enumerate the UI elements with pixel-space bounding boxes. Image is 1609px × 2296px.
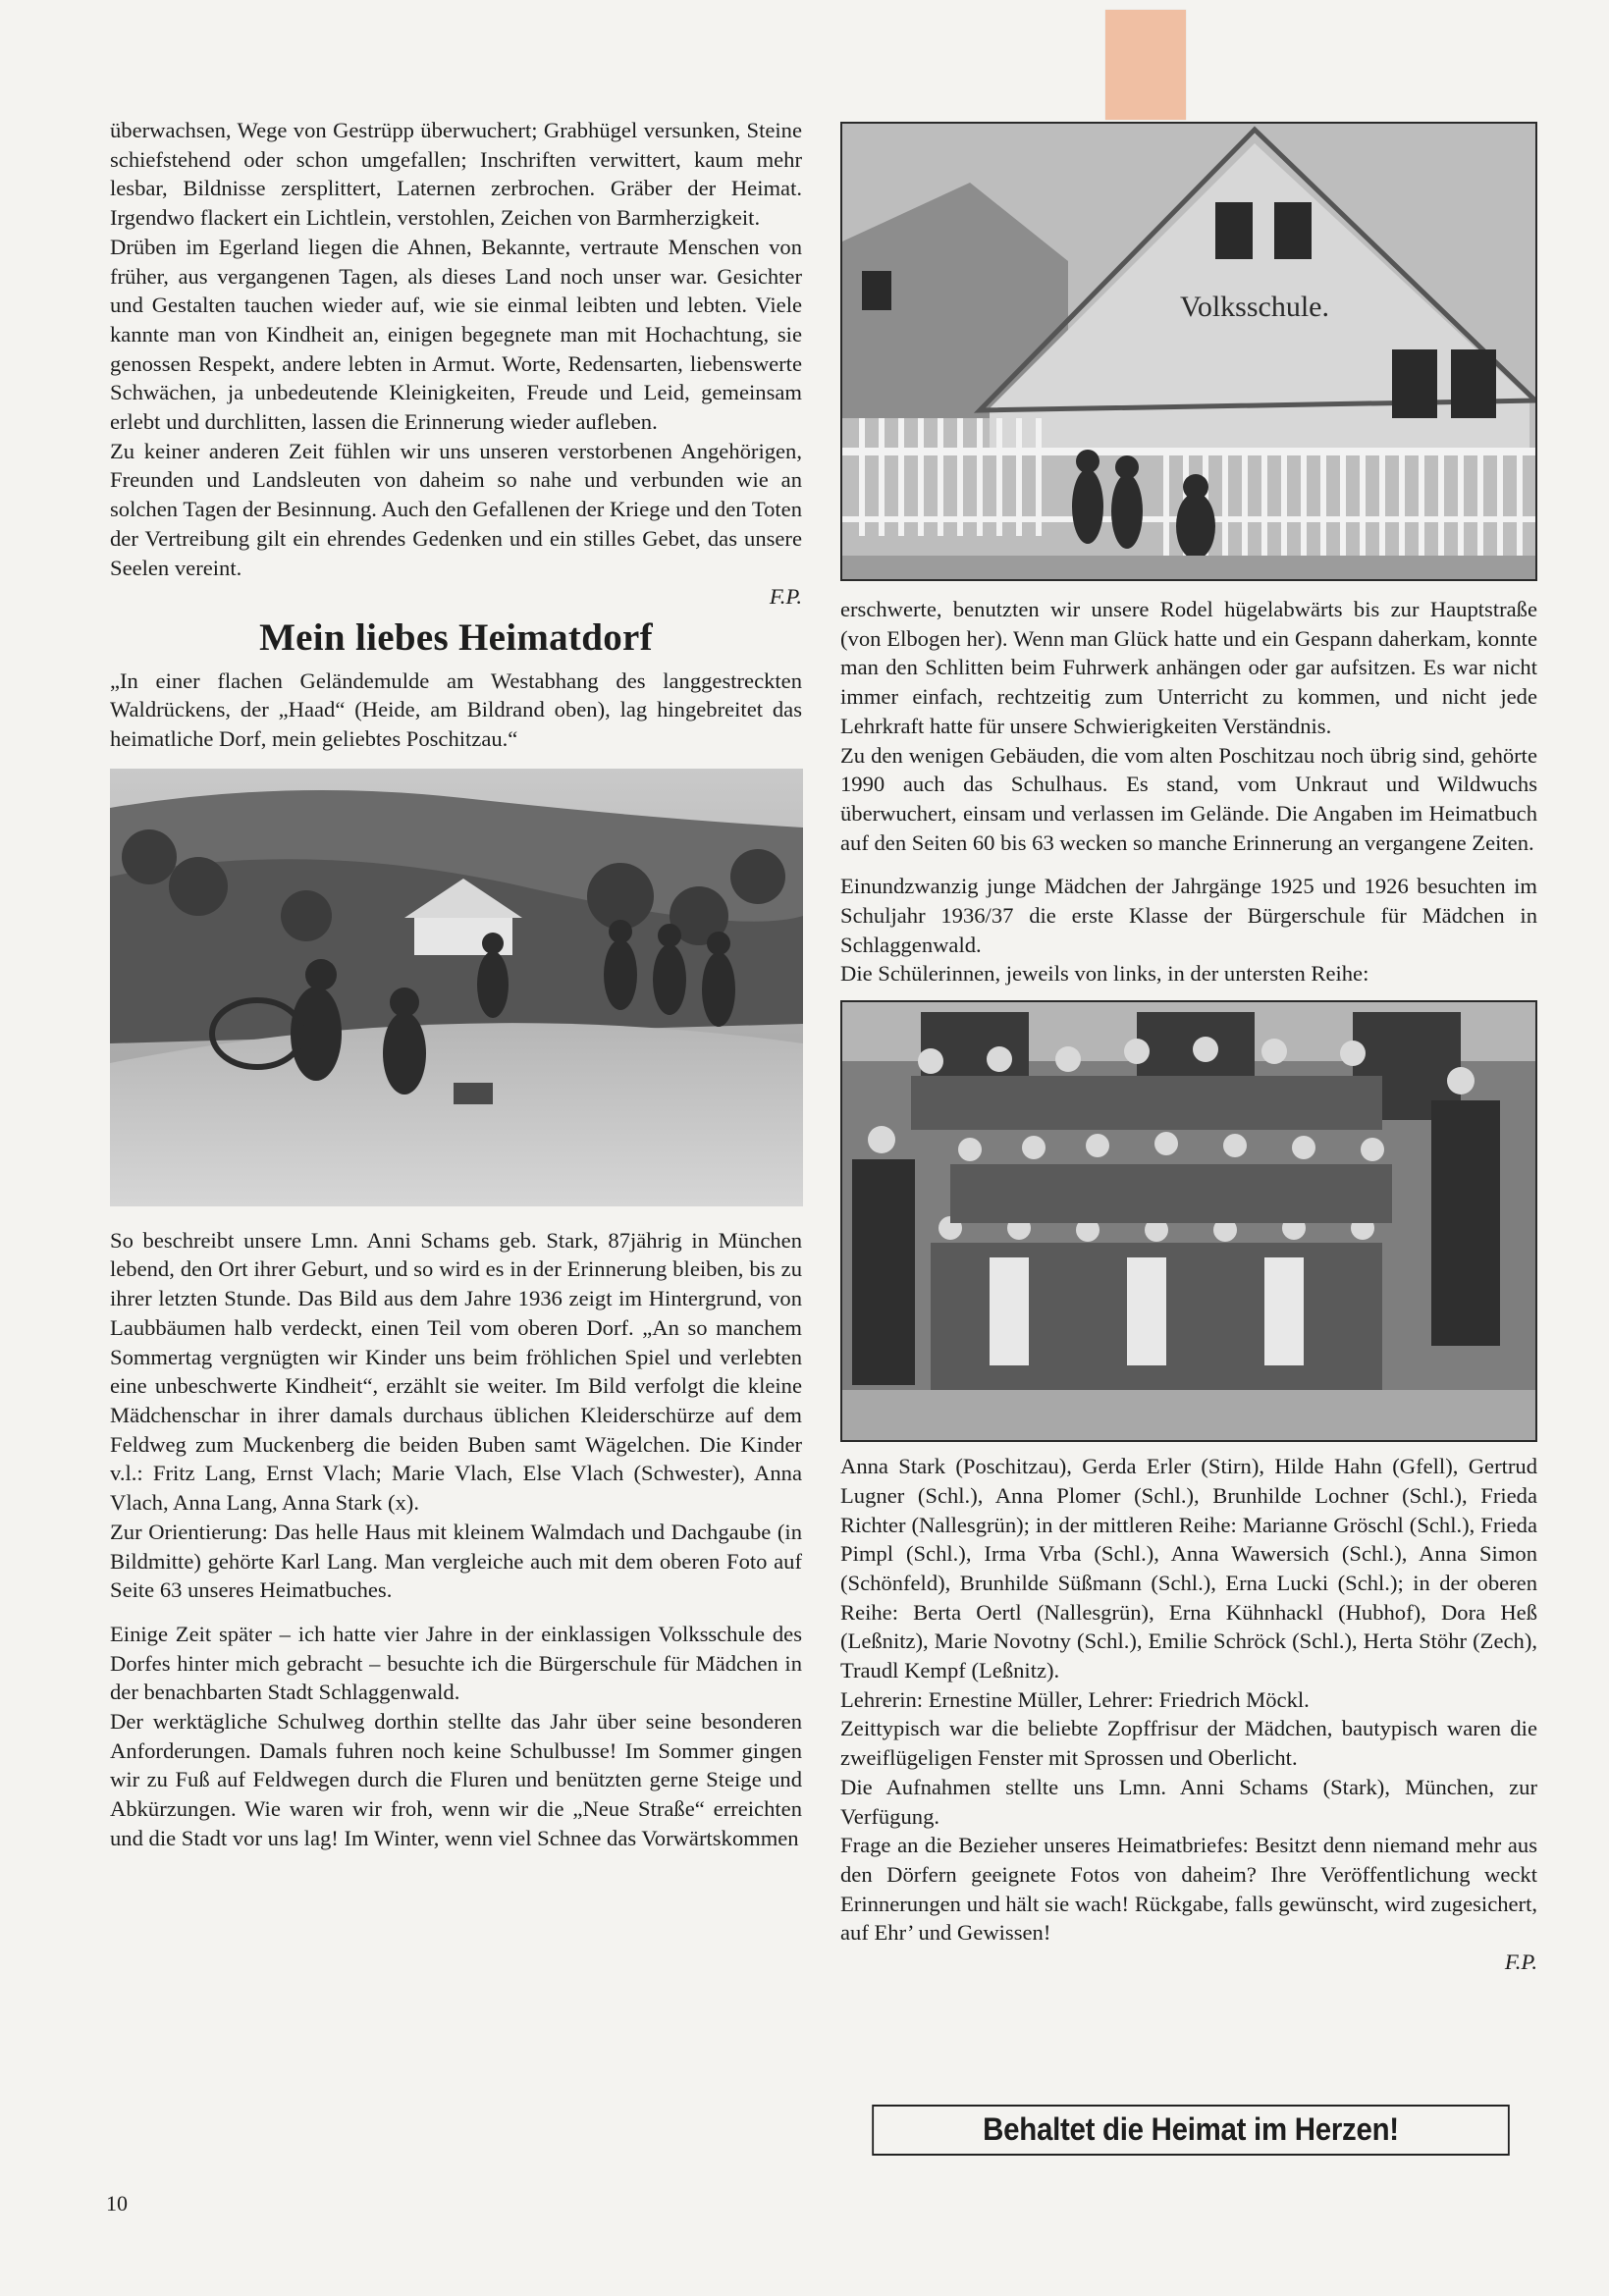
- class-photo: [840, 1000, 1537, 1442]
- names-paragraph-4: Die Aufnahmen stellte uns Lmn. Anni Schams (Stark), München, zur Verfügung.: [840, 1774, 1537, 1829]
- continuation-paragraph-2: Zu den wenigen Gebäuden, die vom alten Poschitzau noch übrig sind, gehörte 1990 auch das Schulhaus. Es stand, vom Unkraut und Wildwuchs überwuchert, einsam und verlassen im Gelände. Die Angaben im Heimatbuch auf den Seiten 60 bis 63 wecken so manche Erinnerung an vergangene Zeiten.: [840, 742, 1537, 855]
- intro-paragraph-3: Zu keiner anderen Zeit fühlen wir uns unseren verstorbenen Angehörigen, Freunden und Landsleuten von daheim so nahe und verbunden wie an solchen Tagen der Besinnung. Auch den Gefallenen der Kriege und den Toten der Vertreibung gilt ein ehrendes Gedenken und ein stilles Gebet, das unsere Seelen vereint.: [110, 438, 802, 580]
- schoolhouse-sign-text: Volksschule.: [1180, 291, 1329, 323]
- closing-banner-text: Behaltet die Heimat im Herzen!: [983, 2111, 1399, 2147]
- names-paragraph-2: Lehrerin: Ernestine Müller, Lehrer: Friedrich Möckl.: [840, 1686, 1310, 1712]
- school-paragraph-1: Einige Zeit später – ich hatte vier Jahre in der einklassigen Volksschule des Dorfes hinter mich gebracht – besuchte ich die Bürgerschule für Mädchen in der benachbarten Stadt Schlaggenwald.: [110, 1621, 802, 1705]
- article-title: Mein liebes Heimatdorf: [259, 615, 653, 659]
- article-signature: F.P.: [1504, 1949, 1537, 1975]
- left-column: [110, 116, 802, 1853]
- right-column: [840, 122, 1537, 1977]
- names-paragraph-1: Anna Stark (Poschitzau), Gerda Erler (Stirn), Hilde Hahn (Gfell), Gertrud Lugner (Schl.), Anna Plomer (Schl.), Brunhilde Lochner (Schl.), Frieda Richter (Nallesgrün); in der mittleren Reihe: Marianne Gröschl (Schl.), Frieda Pimpl (Schl.), Irma Vrba (Schl.), Anna Wawersich (Schl.), Anna Simon (Schönfeld), Brunhilde Süßmann (Schl.), Erna Lucki (Schl.); in der oberen Reihe: Berta Oertl (Nallesgrün), Erna Kühnhackl (Hubhof), Dora Heß (Leßnitz), Marie Novotny (Schl.), Emilie Schröck (Schl.), Herta Stöhr (Zech), Traudl Kempf (Leßnitz).: [840, 1454, 1537, 1683]
- continuation-paragraph-1: erschwerte, benutzten wir unsere Rodel hügelabwärts bis zur Hauptstraße (von Elbogen her). Wenn man Glück hatte und ein Gespann daherkam, konnte man den Schlitten beim Fuhrwerk anhängen oder gar aufsitzen. Es war nicht immer einfach, rechtzeitig zum Unterricht zu kommen, und nicht jede Lehrkraft hatte für unsere Schwierigkeiten Verständnis.: [840, 597, 1537, 738]
- description-paragraph-2: Zur Orientierung: Das helle Haus mit kleinem Walmdach und Dachgaube (in Bildmitte) gehörte Karl Lang. Man vergleiche auch mit dem oberen Foto auf Seite 63 unseres Heimatbuches.: [110, 1519, 802, 1603]
- page-number: 10: [106, 2191, 128, 2216]
- names-paragraph-5: Frage an die Bezieher unseres Heimatbriefes: Besitzt denn niemand mehr aus den Dörfern geeignete Fotos von daheim? Ihre Veröffentlichung weckt Erinnerungen und hält sie wach! Rückgabe, falls gewünscht, wird zugesichert, auf Ehr’ und Gewissen!: [840, 1833, 1537, 1946]
- intro-signature: F.P.: [769, 584, 802, 610]
- schoolhouse-photo: [840, 122, 1537, 581]
- class-paragraph-1: Einundzwanzig junge Mädchen der Jahrgänge 1925 und 1926 besuchten im Schuljahr 1936/37 die erste Klasse der Bürgerschule für Mädchen in Schlaggenwald.: [840, 874, 1537, 957]
- village-children-photo: [110, 769, 803, 1206]
- paper-sticker: [1105, 10, 1186, 120]
- school-paragraph-2: Der werktägliche Schulweg dorthin stellte das Jahr über seine besonderen Anforderungen. Damals fuhren noch keine Schulbusse! Im Sommer gingen wir zu Fuß auf Feldwegen durch die Fluren und benützten gerne Steige und Abkürzungen. Wie waren wir froh, wenn wir die „Neue Straße“ erreichten und die Stadt vor uns lag! Im Winter, wenn viel Schnee das Vorwärtskommen: [110, 1709, 802, 1850]
- names-paragraph-3: Zeittypisch war die beliebte Zopffrisur der Mädchen, bautypisch waren die zweiflügeligen Fenster mit Sprossen und Oberlicht.: [840, 1716, 1537, 1771]
- intro-paragraph-2: Drüben im Egerland liegen die Ahnen, Bekannte, vertraute Menschen von früher, aus vergangenen Tagen, als dieses Land noch unser war. Gesichter und Gestalten tauchen wieder auf, wie sie einmal leibten und lebten. Viele kannte man von Kindheit an, einigen begegnete man mit Hochachtung, sie genossen Respekt, andere lebten in Armut. Worte, Redensarten, liebenswerte Schwächen, ja unbedeutende Kleinigkeiten, Freude und Leid, gemeinsam erlebt und durchlitten, lassen die Erinnerung wieder aufleben.: [110, 234, 802, 435]
- article-quote: „In einer flachen Geländemulde am Westabhang des langgestreckten Waldrückens, der „Haad“ (Heide, am Bildrand oben), lag hingebreitet das heimatliche Dorf, mein geliebtes Poschitzau.“: [110, 667, 802, 752]
- intro-paragraph-1: überwachsen, Wege von Gestrüpp überwuchert; Grabhügel versunken, Steine schiefstehend oder schon umgefallen; Inschriften verwittert, kaum mehr lesbar, Bildnisse zersplittert, Laternen zerbrochen. Gräber der Heimat. Irgendwo flackert ein Lichtlein, verstohlen, Zeichen von Barmherzigkeit.: [110, 118, 802, 231]
- class-paragraph-2: Die Schülerinnen, jeweils von links, in der untersten Reihe:: [840, 961, 1369, 987]
- closing-banner: [872, 2105, 1510, 2156]
- description-paragraph-1: So beschreibt unsere Lmn. Anni Schams geb. Stark, 87jährig in München lebend, den Ort ihrer Geburt, und so wird es in der Erinnerung bleiben, bis zu ihrer letzten Stunde. Das Bild aus dem Jahre 1936 zeigt im Hintergrund, von Laubbäumen halb verdeckt, einen Teil vom oberen Dorf. „An so manchem Sommertag vergnügten wir Kinder uns beim fröhlichen Spiel und verlebten eine unbeschwerte Kindheit“, erzählt sie weiter. Im Bild verfolgt die kleine Mädchenschar in ihrer damals durchaus üblichen Kleiderschürze auf dem Feldweg zum Muckenberg die beiden Buben samt Wägelchen. Die Kinder v.l.: Fritz Lang, Ernst Vlach; Marie Vlach, Else Vlach (Schwester), Anna Vlach, Anna Lang, Anna Stark (x).: [110, 1227, 802, 1516]
